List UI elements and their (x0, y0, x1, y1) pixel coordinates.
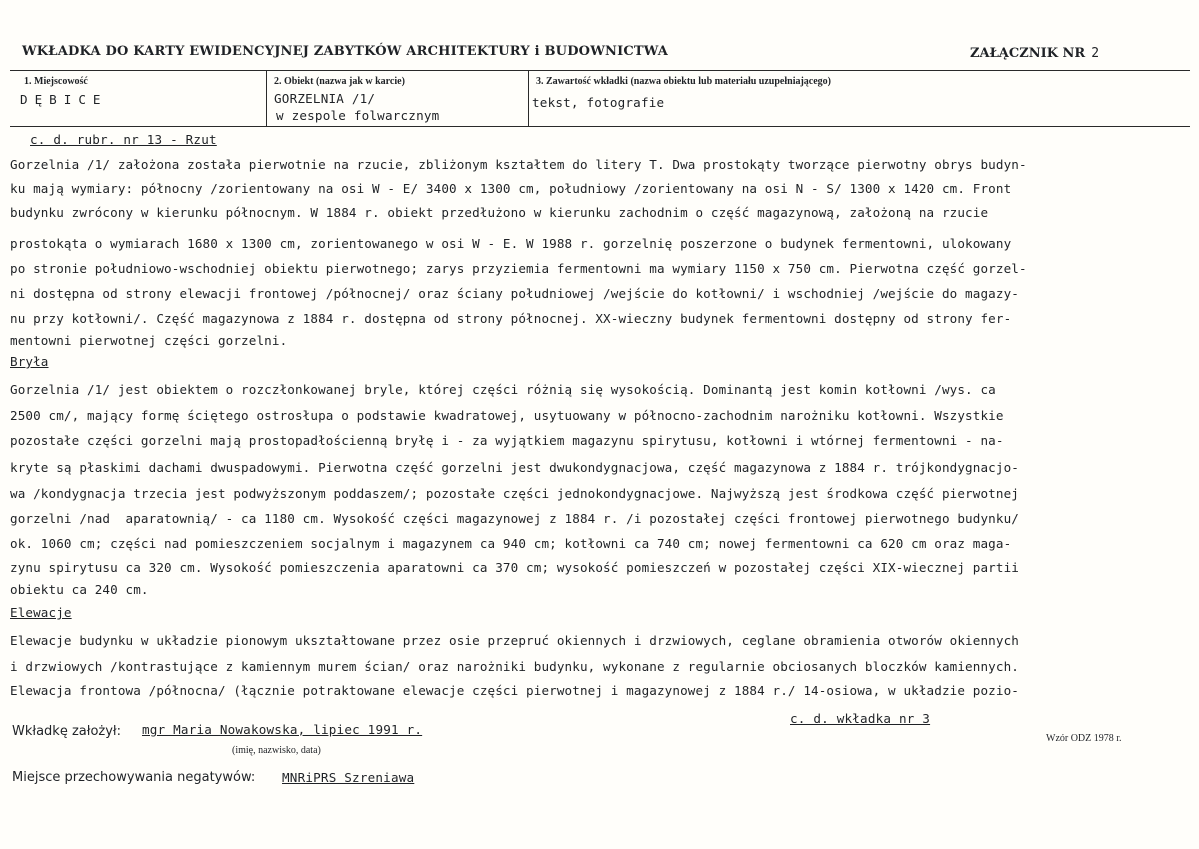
body-line: i drzwiowych /kontrastujące z kamiennym murem ścian/ oraz narożniki budynku, wykonane z regularnie obciosanych bloczków kamiennych. (10, 659, 1019, 674)
author-label: Wkładkę założył: (12, 724, 121, 739)
section-heading-elewacje: Elewacje (10, 605, 72, 620)
box-bottom-rule (10, 126, 1190, 127)
body-line: budynku zwrócony w kierunku północnym. W 1884 r. obiekt przedłużono w kierunku zachodnim o część magazynową, założoną na rzucie (10, 205, 989, 220)
object-value-1: GORZELNIA /1/ (274, 91, 376, 106)
body-line: po stronie południowo-wschodniej obiektu pierwotnego; zarys przyziemia fermentowni ma wymiary 1150 x 750 cm. Pierwotna część gorzel- (10, 261, 1027, 276)
body-line: wa /kondygnacja trzecia jest podwyższonym poddaszem/; pozostałe części jednokondygnacjowe. Najwyższą jest środkowa część pierwotnej (10, 486, 1019, 501)
form-code: Wzór ODZ 1978 r. (1046, 733, 1122, 744)
section-heading-bryla: Bryła (10, 354, 49, 369)
body-line: prostokąta o wymiarach 1680 x 1300 cm, zorientowanego w osi W - E. W 1988 r. gorzelnię poszerzone o budynek fermentowni, ulokowany (10, 236, 1012, 251)
body-line: Elewacja frontowa /północna/ (łącznie potraktowane elewacje części pierwotnej i magazynowej z 1884 r./ 14-osiowa, w układzie pozio- (10, 683, 1019, 698)
body-line: Gorzelnia /1/ jest obiektem o rozczłonkowanej bryle, której części różnią się wysokością. Dominantą jest komin kotłowni /wys. ca (10, 382, 996, 397)
body-line: ku mają wymiary: północny /zorientowany na osi W - E/ 3400 x 1300 cm, południowy /zorientowany na osi N - S/ 1300 x 1420 cm. Front (10, 181, 1012, 196)
box-top-rule (10, 70, 1190, 71)
annex-label-text: ZAŁĄCZNIK NR (970, 46, 1086, 61)
body-line: 2500 cm/, mający formę ściętego ostrosłupa o podstawie kwadratowej, usytuowany w północno-zachodnim narożniku kotłowni. Wszystkie (10, 408, 1004, 423)
box-divider-2 (528, 70, 529, 126)
body-line: nu przy kotłowni/. Część magazynowa z 1884 r. dostępna od strony północnej. XX-wieczny budynek fermentowni dostępny od strony fer- (10, 311, 1012, 326)
continued-on-label: c. d. wkładka nr 3 (790, 711, 931, 726)
body-line: pozostałe części gorzelni mają prostopadłościenną bryłę i - za wyjątkiem magazynu spirytusu, kotłowni i wtórnej fermentowni - na- (10, 433, 1004, 448)
object-value-2: w zespole folwarcznym (276, 108, 440, 123)
annex-number: 2 (1091, 46, 1100, 61)
annex-label (970, 46, 1099, 61)
object-caption: 2. Obiekt (nazwa jak w karcie) (274, 76, 405, 87)
negatives-value: MNRiPRS Szreniawa (282, 770, 415, 785)
box-divider-1 (266, 70, 267, 126)
body-line: Elewacje budynku w układzie pionowym ukształtowane przez osie przepruć okiennych i drzwiowych, ceglane obramienia otworów okiennych (10, 633, 1019, 648)
form-title: WKŁADKA DO KARTY EWIDENCYJNEJ ZABYTKÓW ARCHITEKTURY i BUDOWNICTWA (22, 44, 669, 59)
body-line: ok. 1060 cm; części nad pomieszczeniem socjalnym i magazynem ca 940 cm; kotłowni ca 740 cm; nowej fermentowni ca 620 cm oraz maga- (10, 536, 1012, 551)
author-value: mgr Maria Nowakowska, lipiec 1991 r. (142, 722, 423, 737)
body-line: obiektu ca 240 cm. (10, 582, 149, 597)
body-line: mentowni pierwotnej części gorzelni. (10, 333, 288, 348)
locality-caption: 1. Miejscowość (24, 76, 88, 87)
content-value: tekst, fotografie (532, 95, 665, 110)
body-line: Gorzelnia /1/ założona została pierwotnie na rzucie, zbliżonym kształtem do litery T. Dwa prostokąty tworzące pierwotny obrys budyn- (10, 157, 1027, 172)
locality-value: DĘBICE (20, 92, 108, 107)
content-caption: 3. Zawartość wkładki (nazwa obiektu lub materiału uzupełniającego) (536, 76, 832, 87)
body-line: ni dostępna od strony elewacji frontowej /północnej/ oraz ściany południowej /wejście do kotłowni/ i wschodniej /wejście do magazy- (10, 286, 1019, 301)
author-caption: (imię, nazwisko, data) (232, 745, 321, 756)
body-line: zynu spirytusu ca 320 cm. Wysokość pomieszczenia aparatowni ca 370 cm; wysokość pomieszczeń w pozostałej części XIX-wiecznej partii (10, 560, 1019, 575)
negatives-label: Miejsce przechowywania negatywów: (12, 770, 256, 785)
body-line: kryte są płaskimi dachami dwuspadowymi. Pierwotna część gorzelni jest dwukondygnacjowa, część magazynowa z 1884 r. trójkondygnacjo- (10, 460, 1019, 475)
continuation-heading: c. d. rubr. nr 13 - Rzut (30, 132, 217, 147)
body-line: gorzelni /nad aparatownią/ - ca 1180 cm. Wysokość części magazynowej z 1884 r. /i pozostałej części frontowej pierwotnego budynku/ (10, 511, 1019, 526)
